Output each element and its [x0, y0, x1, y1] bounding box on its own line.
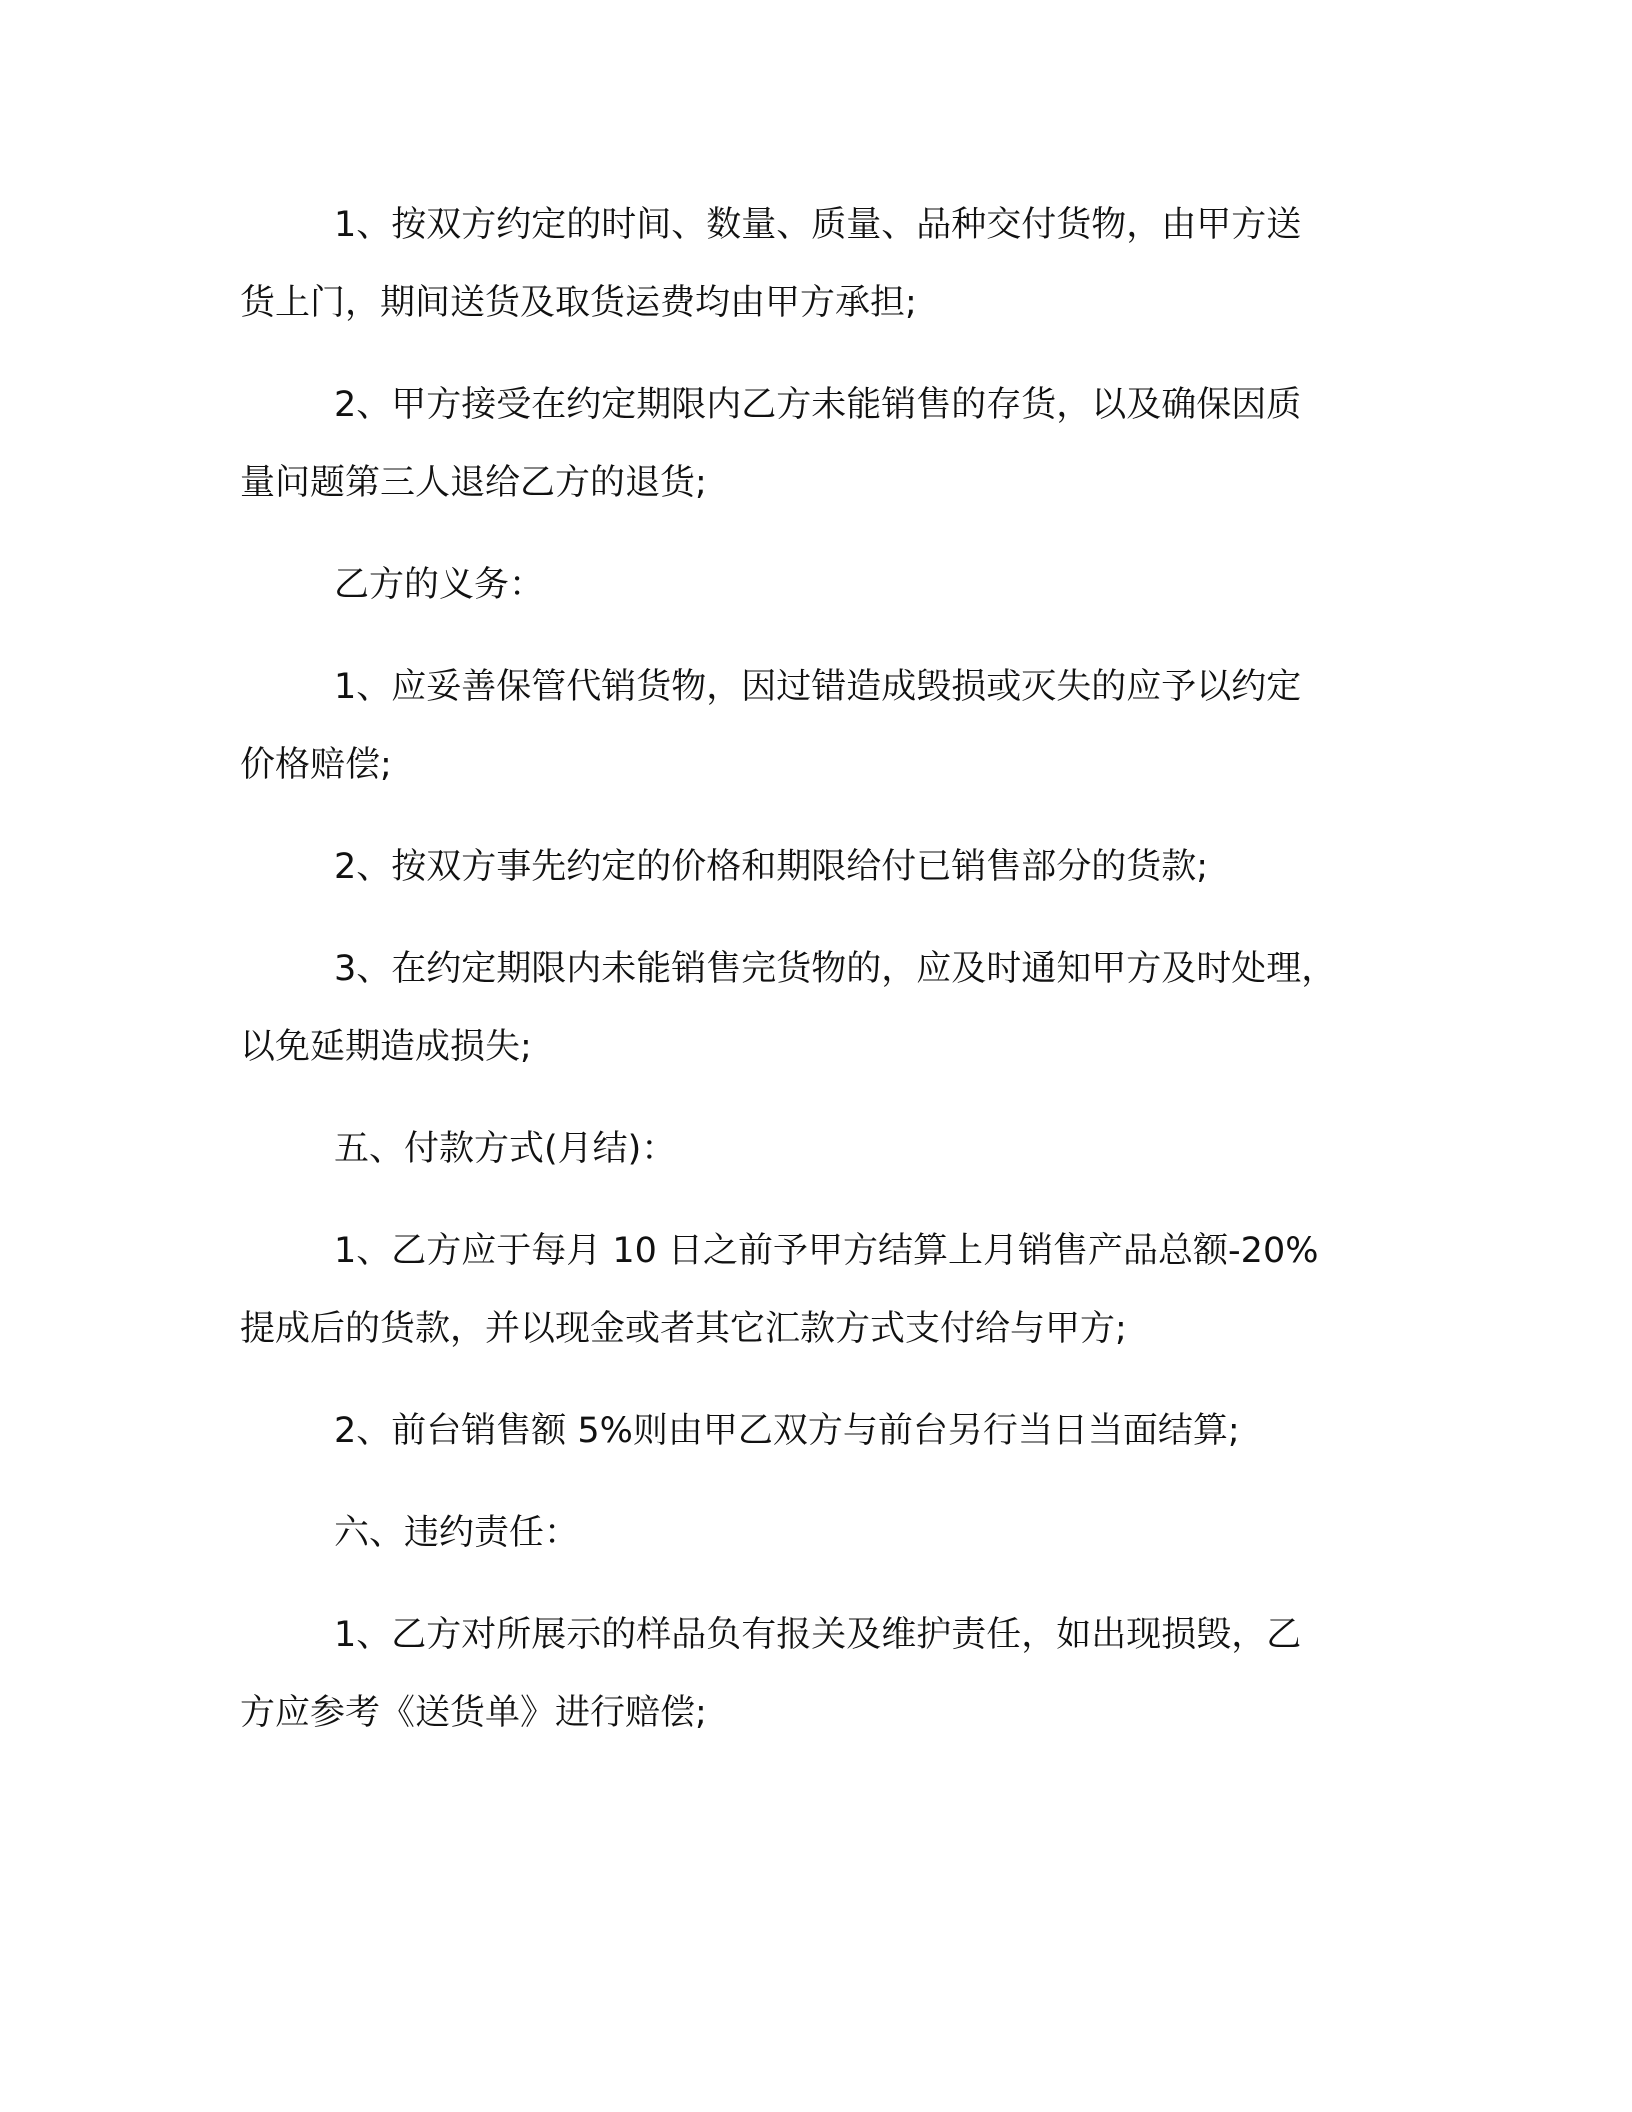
heading-line: 六、违约责任： — [334, 1513, 580, 1553]
heading-line: 乙方的义务： — [334, 565, 545, 605]
paragraph-line: 价格赔偿; — [240, 745, 392, 785]
heading-line: 五、付款方式(月结)： — [334, 1129, 677, 1169]
paragraph-4 — [240, 648, 1370, 804]
paragraph-line: 2、按双方事先约定的价格和期限给付已销售部分的货款; — [334, 847, 1209, 887]
paragraph-line: 2、甲方接受在约定期限内乙方未能销售的存货，以及确保因质 — [334, 385, 1302, 425]
paragraph-9 — [240, 1392, 1370, 1470]
paragraph-line: 3、在约定期限内未能销售完货物的，应及时通知甲方及时处理， — [334, 949, 1337, 989]
paragraph-line: 1、按双方约定的时间、数量、质量、品种交付货物，由甲方送 — [334, 205, 1302, 245]
paragraph-line: 方应参考《送货单》进行赔偿; — [240, 1693, 707, 1733]
paragraph-line: 货上门，期间送货及取货运费均由甲方承担; — [240, 283, 917, 323]
paragraph-line: 1、应妥善保管代销货物，因过错造成毁损或灭失的应予以约定 — [334, 667, 1302, 707]
document-body — [240, 186, 1370, 1752]
paragraph-5 — [240, 828, 1370, 906]
paragraph-line: 2、前台销售额 5%则由甲乙双方与前台另行当日当面结算; — [334, 1411, 1240, 1451]
paragraph-line: 以免延期造成损失; — [240, 1027, 532, 1067]
paragraph-line: 提成后的货款，并以现金或者其它汇款方式支付给与甲方; — [240, 1309, 1127, 1349]
paragraph-1 — [240, 186, 1370, 342]
paragraph-line: 量问题第三人退给乙方的退货; — [240, 463, 707, 503]
paragraph-8 — [240, 1212, 1370, 1368]
paragraph-6 — [240, 930, 1370, 1086]
paragraph-line: 1、乙方应于每月 10 日之前予甲方结算上月销售产品总额-20% — [334, 1231, 1319, 1271]
section-heading-payment-method — [240, 1110, 1370, 1188]
paragraph-2 — [240, 366, 1370, 522]
paragraph-11 — [240, 1596, 1370, 1752]
paragraph-line: 1、乙方对所展示的样品负有报关及维护责任，如出现损毁，乙 — [334, 1615, 1302, 1655]
section-heading-liability — [240, 1494, 1370, 1572]
section-heading-party-b-obligations — [240, 546, 1370, 624]
